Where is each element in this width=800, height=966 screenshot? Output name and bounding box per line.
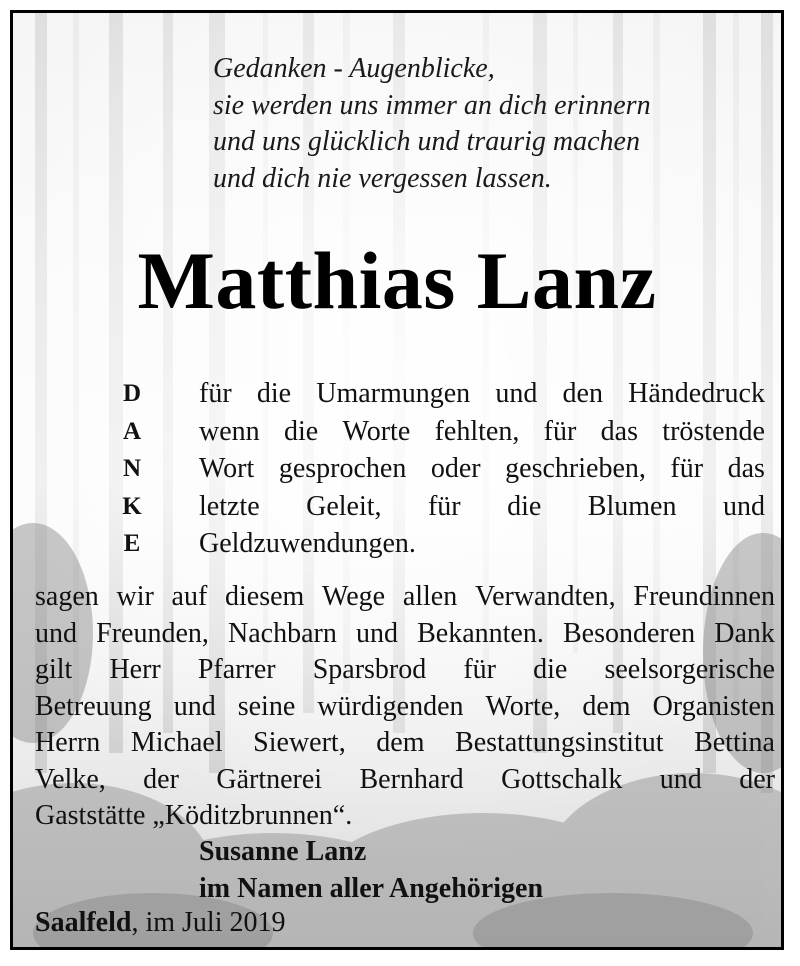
word: die bbox=[533, 654, 568, 685]
acrostic-letter: D bbox=[122, 380, 142, 407]
thanks-line bbox=[199, 450, 765, 488]
signature-subtitle: im Namen aller Angehörigen bbox=[199, 873, 544, 904]
word: dem bbox=[582, 690, 631, 722]
thanks-body-text bbox=[35, 579, 775, 835]
word: Herrn bbox=[35, 727, 101, 758]
word: und bbox=[35, 617, 77, 649]
word: der bbox=[143, 763, 179, 795]
word: Bettina bbox=[694, 727, 775, 758]
word: letzte bbox=[199, 490, 260, 522]
place-date-line bbox=[35, 907, 285, 939]
word: Herr bbox=[109, 654, 161, 685]
word: tröstende bbox=[662, 415, 765, 447]
word: für bbox=[463, 654, 497, 685]
poem-line: sie werden uns immer an dich erinnern bbox=[213, 89, 651, 121]
word: für bbox=[670, 453, 704, 484]
thanks-line bbox=[199, 488, 765, 526]
word: das bbox=[727, 453, 765, 484]
word: Geleit, bbox=[306, 490, 382, 522]
word: Bestattungsinstitut bbox=[455, 727, 664, 758]
acrostic-letter: N bbox=[122, 455, 142, 482]
word: sagen bbox=[35, 581, 99, 612]
word: Worte bbox=[342, 415, 411, 447]
word: gilt bbox=[35, 654, 73, 685]
word: Händedruck bbox=[628, 378, 765, 409]
danke-acrostic bbox=[117, 375, 147, 563]
word: Pfarrer bbox=[197, 654, 276, 685]
word: auf bbox=[171, 581, 208, 612]
word: und bbox=[355, 617, 398, 649]
word: geschrieben, bbox=[505, 453, 646, 484]
word: Gottschalk bbox=[501, 763, 623, 795]
poem-line: Gedanken - Augenblicke, bbox=[213, 53, 495, 84]
body-line bbox=[35, 652, 775, 689]
word: oder bbox=[430, 453, 481, 484]
word: und bbox=[173, 690, 216, 722]
word: die bbox=[256, 378, 292, 409]
word: Bekannten. bbox=[417, 617, 544, 649]
thanks-line bbox=[199, 375, 765, 413]
word: für bbox=[427, 490, 461, 522]
word: den bbox=[562, 378, 603, 409]
word: Siewert, bbox=[253, 727, 346, 758]
word: Verwandten, bbox=[474, 581, 616, 612]
word: dem bbox=[376, 727, 425, 758]
word: das bbox=[600, 415, 638, 447]
thanks-line bbox=[199, 525, 765, 563]
memorial-poem bbox=[213, 51, 753, 197]
thanks-paragraph bbox=[199, 375, 765, 563]
word: wir bbox=[116, 581, 154, 612]
signature-name: Susanne Lanz bbox=[199, 836, 367, 867]
word: die bbox=[507, 490, 542, 522]
word: Organisten bbox=[652, 690, 775, 722]
word: und bbox=[659, 763, 702, 795]
body-line bbox=[35, 616, 775, 653]
word: und bbox=[495, 378, 538, 409]
word: seelsorgerische bbox=[604, 654, 775, 685]
word: Gärtnerei bbox=[216, 763, 323, 795]
poem-line: und uns glücklich und traurig machen bbox=[213, 126, 640, 157]
word: für bbox=[199, 378, 232, 409]
word: Betreuung bbox=[35, 690, 152, 722]
poem-line: und dich nie vergessen lassen. bbox=[213, 162, 552, 194]
signature-block bbox=[199, 833, 543, 907]
word: Freunden, bbox=[96, 617, 209, 649]
word: diesem bbox=[225, 581, 305, 612]
deceased-name: Matthias Lanz bbox=[137, 235, 657, 326]
word: allen bbox=[402, 581, 458, 612]
word: für bbox=[543, 415, 577, 447]
obituary-notice bbox=[10, 10, 784, 950]
word: Wege bbox=[322, 581, 386, 612]
thanks-line bbox=[199, 413, 765, 451]
word: der bbox=[739, 763, 775, 795]
word: Bernhard bbox=[359, 763, 464, 795]
word: Michael bbox=[130, 727, 223, 758]
word: Blumen bbox=[587, 490, 677, 522]
body-line bbox=[35, 725, 775, 762]
place-city: Saalfeld bbox=[35, 907, 132, 938]
word: und bbox=[722, 490, 765, 522]
word: die bbox=[283, 415, 319, 447]
body-line bbox=[35, 798, 775, 835]
word: Nachbarn bbox=[228, 617, 337, 649]
word: gesprochen bbox=[278, 453, 407, 484]
acrostic-letter: K bbox=[122, 492, 142, 520]
word: Gaststätte „Köditzbrunnen“. bbox=[35, 800, 353, 831]
word: fehlten, bbox=[434, 415, 520, 447]
body-line bbox=[35, 689, 775, 726]
word: Velke, bbox=[35, 763, 106, 795]
acrostic-letter: E bbox=[123, 530, 141, 557]
word: wenn bbox=[199, 415, 260, 447]
body-line bbox=[35, 579, 775, 616]
word: Wort bbox=[199, 453, 255, 484]
word: Worte, bbox=[485, 690, 561, 722]
word: seine bbox=[237, 690, 296, 722]
body-line bbox=[35, 762, 775, 799]
acrostic-letter: A bbox=[122, 417, 142, 445]
word: Dank bbox=[714, 617, 775, 649]
word: würdigenden bbox=[317, 690, 464, 722]
word: Freundinnen bbox=[633, 581, 775, 612]
word: Sparsbrod bbox=[312, 654, 427, 685]
word: Umarmungen bbox=[316, 378, 471, 409]
word: Geldzuwendungen. bbox=[199, 528, 416, 559]
place-date: , im Juli 2019 bbox=[131, 907, 286, 938]
word: Besonderen bbox=[562, 617, 696, 649]
